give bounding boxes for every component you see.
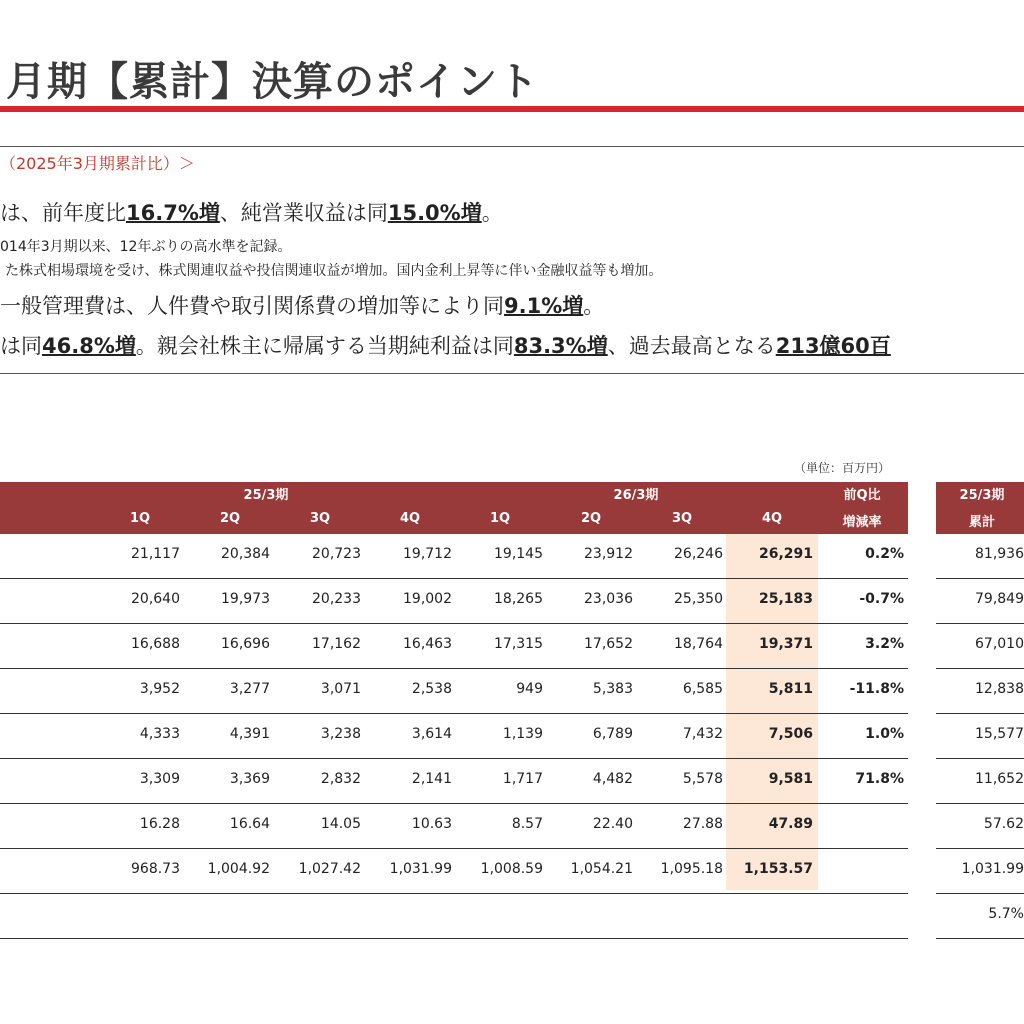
side-table-row <box>936 534 1024 579</box>
side-table-row <box>936 849 1024 894</box>
table-cell: 4,482 <box>592 771 633 787</box>
col-header-25-4q: 4Q <box>399 511 421 526</box>
table-row <box>0 669 908 714</box>
change-rate-cell: 3.2% <box>865 636 904 652</box>
table-cell: 9,581 <box>768 771 813 787</box>
col-header-26-1q: 1Q <box>489 511 511 526</box>
cumulative-cell: 15,577 <box>975 726 1024 742</box>
table-cell: 19,145 <box>494 546 543 562</box>
side-table-row <box>936 804 1024 849</box>
table-cell: 16,696 <box>221 636 270 652</box>
table-cell: 27.88 <box>682 816 723 832</box>
highlight-figure: 213億60百 <box>775 334 891 358</box>
table-cell: 17,162 <box>312 636 361 652</box>
col-header-change: 前Q比 <box>843 488 881 503</box>
change-rate-cell: 0.2% <box>865 546 904 562</box>
change-rate-cell: -0.7% <box>859 591 904 607</box>
table-cell: 6,789 <box>592 726 633 742</box>
table-cell: 2,141 <box>411 771 452 787</box>
table-cell: 7,432 <box>682 726 723 742</box>
col-header-change-rate: 増減率 <box>842 515 882 530</box>
table-cell: 4,333 <box>139 726 180 742</box>
table-row <box>0 804 908 849</box>
table-cell: 16,688 <box>131 636 180 652</box>
table-row <box>0 849 908 894</box>
table-cell: 26,291 <box>758 546 813 562</box>
point-line-revenue <box>0 197 503 227</box>
table-cell: 21,117 <box>131 546 180 562</box>
table-cell: 6,585 <box>682 681 723 697</box>
table-cell: 18,764 <box>674 636 723 652</box>
cumulative-cell: 11,652 <box>975 771 1024 787</box>
cumulative-cell: 12,838 <box>975 681 1024 697</box>
cumulative-cell: 57.62 <box>983 816 1024 832</box>
col-header-26-2q: 2Q <box>580 511 602 526</box>
table-cell: 16.28 <box>139 816 180 832</box>
point-text: 。 <box>481 201 503 225</box>
points-box <box>0 146 1024 374</box>
group-header-25: 25/3期 <box>243 488 289 503</box>
table-cell: 16.64 <box>229 816 270 832</box>
table-cell: 14.05 <box>320 816 361 832</box>
table-cell: 2,538 <box>411 681 452 697</box>
table-cell: 20,384 <box>221 546 270 562</box>
table-cell: 17,315 <box>494 636 543 652</box>
table-cell: 1,153.57 <box>743 861 813 877</box>
table-row <box>0 624 908 669</box>
table-cell: 1,054.21 <box>570 861 633 877</box>
table-cell: 22.40 <box>592 816 633 832</box>
table-cell: 23,912 <box>584 546 633 562</box>
point-text: は、前年度比 <box>0 201 126 225</box>
point-line-expenses <box>0 290 604 320</box>
col-header-25-2q: 2Q <box>219 511 241 526</box>
table-cell: 1,031.99 <box>389 861 452 877</box>
table-row <box>0 894 908 939</box>
table-cell: 20,640 <box>131 591 180 607</box>
highlight-figure: 15.0%増 <box>387 201 482 225</box>
highlight-figure: 83.3%増 <box>513 334 608 358</box>
point-text: 。 <box>583 294 605 318</box>
cumulative-cell: 81,936 <box>975 546 1024 562</box>
page-title: 月期【累計】決算のポイント <box>6 59 539 105</box>
table-cell: 25,183 <box>758 591 813 607</box>
group-header-26: 26/3期 <box>613 488 659 503</box>
side-table-row <box>936 759 1024 804</box>
points-subtitle: （2025年3月期累計比）＞ <box>0 154 195 173</box>
table-cell: 1,139 <box>502 726 543 742</box>
table-cell: 3,614 <box>411 726 452 742</box>
cumulative-cell: 79,849 <box>975 591 1024 607</box>
table-cell: 20,723 <box>312 546 361 562</box>
table-row <box>0 759 908 804</box>
table-cell: 1,008.59 <box>480 861 543 877</box>
table-cell: 4,391 <box>229 726 270 742</box>
side-table-row <box>936 579 1024 624</box>
table-cell: 19,973 <box>221 591 270 607</box>
table-cell: 1,004.92 <box>207 861 270 877</box>
side-table-row <box>936 669 1024 714</box>
col-header-26-4q: 4Q <box>761 511 783 526</box>
point-line-profit <box>0 330 891 360</box>
table-cell: 3,238 <box>320 726 361 742</box>
table-cell: 16,463 <box>403 636 452 652</box>
table-cell: 5,811 <box>768 681 813 697</box>
table-cell: 8.57 <box>511 816 543 832</box>
table-cell: 47.89 <box>768 816 813 832</box>
table-cell: 3,952 <box>139 681 180 697</box>
col-header-25-1q: 1Q <box>129 511 151 526</box>
side-col-header-cumulative: 累計 <box>968 515 995 530</box>
point-text: た株式相場環境を受け、株式関連収益や投信関連収益が増加。国内金利上昇等に伴い金融収益等も増加。 <box>5 263 663 279</box>
point-text: 014年3月期以来、12年ぶりの高水準を記録。 <box>0 239 292 255</box>
table-cell: 23,036 <box>584 591 633 607</box>
table-cell: 19,371 <box>758 636 813 652</box>
table-cell: 2,832 <box>320 771 361 787</box>
table-cell: 949 <box>516 681 543 697</box>
change-rate-cell: -11.8% <box>849 681 904 697</box>
table-cell: 968.73 <box>131 861 180 877</box>
side-table-row <box>936 714 1024 759</box>
table-cell: 3,369 <box>229 771 270 787</box>
point-text: 、純営業収益は同 <box>219 201 388 225</box>
point-line-record <box>0 236 291 256</box>
side-table-row <box>936 894 1024 939</box>
table-cell: 3,277 <box>229 681 270 697</box>
table-cell: 19,002 <box>403 591 452 607</box>
title-rule <box>0 106 1024 112</box>
table-cell: 20,233 <box>312 591 361 607</box>
table-cell: 3,309 <box>139 771 180 787</box>
cumulative-cell: 67,010 <box>975 636 1024 652</box>
table-cell: 1,027.42 <box>298 861 361 877</box>
change-rate-cell: 71.8% <box>855 771 904 787</box>
table-row <box>0 714 908 759</box>
table-cell: 19,712 <box>403 546 452 562</box>
cumulative-cell: 5.7% <box>988 906 1024 922</box>
col-header-26-3q: 3Q <box>671 511 693 526</box>
col-header-25-3q: 3Q <box>309 511 331 526</box>
change-rate-cell: 1.0% <box>865 726 904 742</box>
point-line-market <box>5 260 662 280</box>
point-text: 。親会社株主に帰属する当期純利益は同 <box>135 334 514 358</box>
table-row <box>0 534 908 579</box>
table-cell: 5,578 <box>682 771 723 787</box>
cumulative-cell: 1,031.99 <box>961 861 1024 877</box>
side-table-row <box>936 624 1024 669</box>
point-text: は同 <box>0 334 42 358</box>
table-cell: 7,506 <box>768 726 813 742</box>
point-text: 、過去最高となる <box>607 334 776 358</box>
point-text: 一般管理費は、人件費や取引関係費の増加等により同 <box>0 294 504 318</box>
table-cell: 10.63 <box>411 816 452 832</box>
table-cell: 1,717 <box>502 771 543 787</box>
side-table-header <box>936 482 1024 534</box>
highlight-figure: 16.7%増 <box>126 201 220 225</box>
unit-label: （単位：百万円） <box>794 461 891 475</box>
highlight-figure: 46.8%増 <box>42 334 136 358</box>
side-group-header: 25/3期 <box>959 488 1005 503</box>
table-row <box>0 579 908 624</box>
highlight-figure: 9.1%増 <box>504 294 584 318</box>
table-header <box>0 482 908 534</box>
table-cell: 5,383 <box>592 681 633 697</box>
table-cell: 26,246 <box>674 546 723 562</box>
table-cell: 25,350 <box>674 591 723 607</box>
table-cell: 18,265 <box>494 591 543 607</box>
table-cell: 1,095.18 <box>660 861 723 877</box>
table-cell: 3,071 <box>320 681 361 697</box>
table-cell: 17,652 <box>584 636 633 652</box>
